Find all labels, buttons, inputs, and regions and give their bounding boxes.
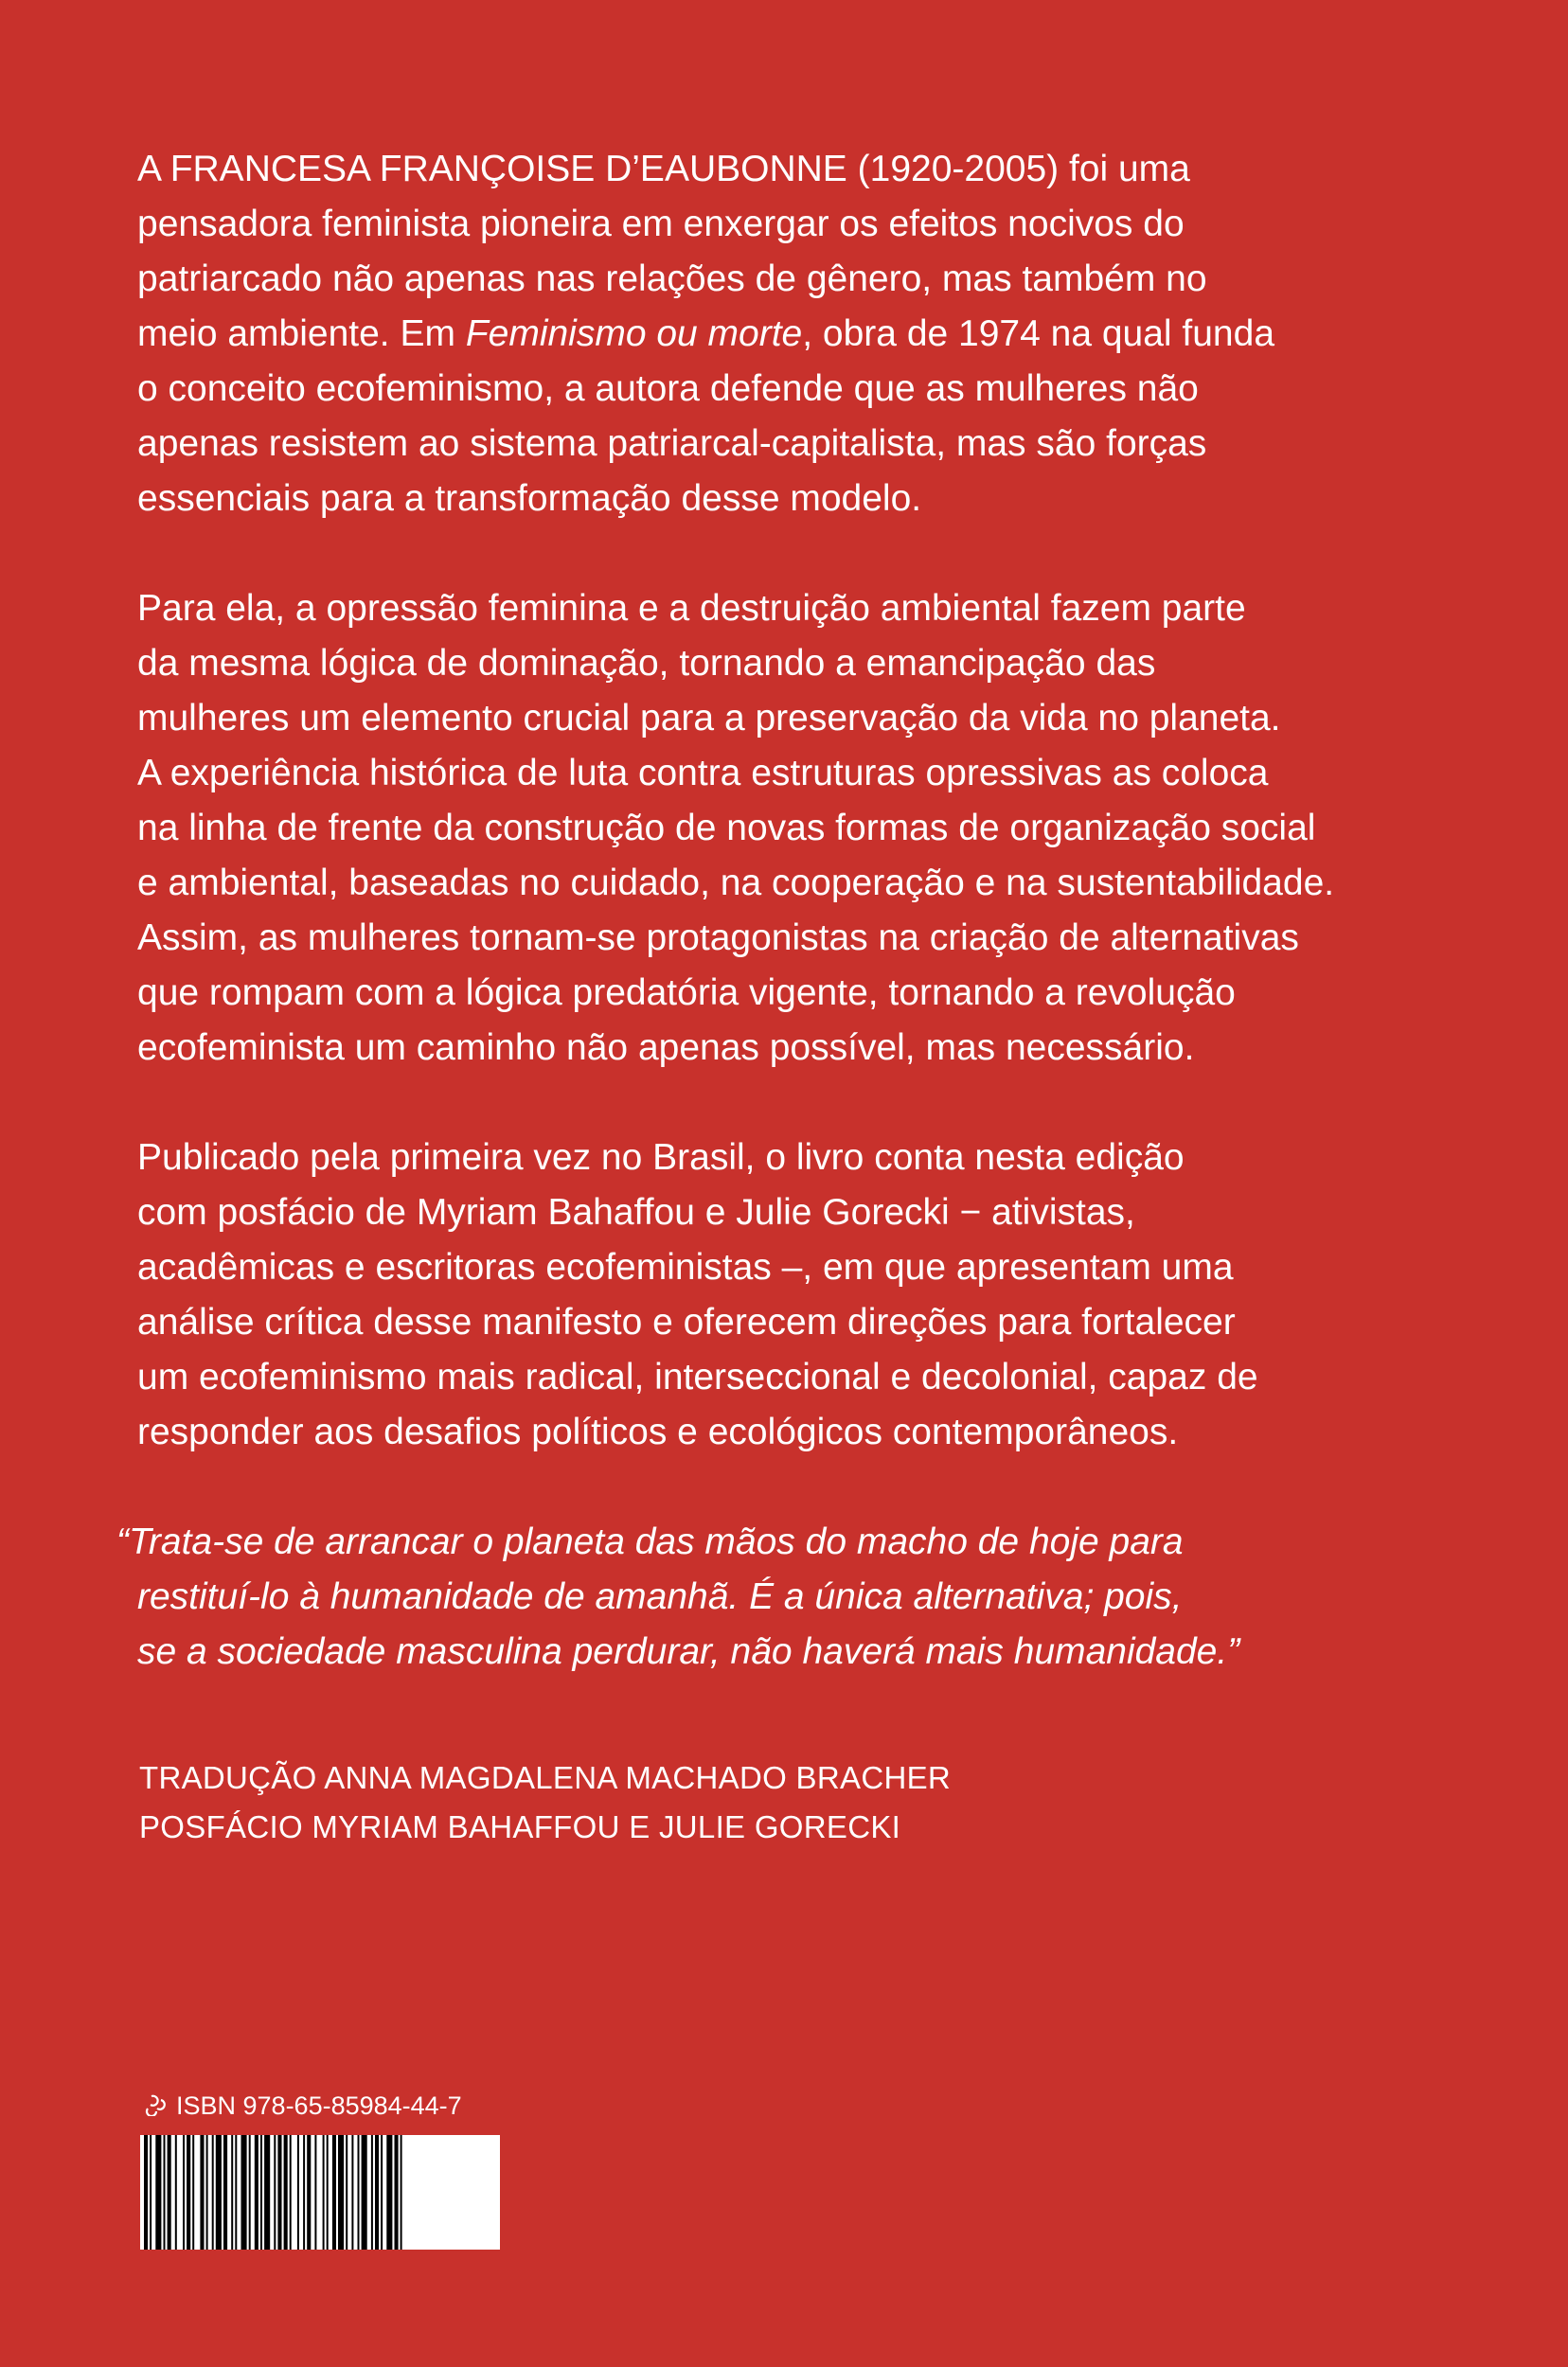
quote-line: se a sociedade masculina perdurar, não haverá mais humanidade.” <box>137 1631 1240 1672</box>
text-line: patriarcado não apenas nas relações de gênero, mas também no <box>137 258 1207 299</box>
barcode-bar <box>323 2135 325 2250</box>
pull-quote <box>116 1515 1463 1680</box>
barcode-bar <box>241 2135 247 2250</box>
barcode-bar <box>358 2135 360 2250</box>
text-line: Assim, as mulheres tornam-se protagonistas na criação de alternativas <box>137 917 1299 958</box>
barcode-bar <box>290 2135 292 2250</box>
text-line-with-title <box>137 307 1463 362</box>
barcode-bar <box>150 2135 151 2250</box>
quote-line: “Trata-se de arrancar o planeta das mãos do macho de hoje para <box>116 1522 1184 1562</box>
isbn-number: ISBN 978-65-85984-44-7 <box>176 2091 462 2120</box>
barcode-bar <box>164 2135 166 2250</box>
barcode-bar <box>297 2135 299 2250</box>
recycle-like-icon <box>144 2091 169 2120</box>
barcode-bar <box>371 2135 373 2250</box>
text-line: A experiência histórica de luta contra estruturas opressivas as coloca <box>137 753 1269 793</box>
quote-line: restituí-lo à humanidade de amanhã. É a única alternativa; pois, <box>137 1576 1183 1617</box>
text-line: análise crítica desse manifesto e oferecem direções para fortalecer <box>137 1302 1236 1343</box>
barcode-bar <box>277 2135 281 2250</box>
barcode-bar <box>332 2135 336 2250</box>
barcode-bar <box>264 2135 270 2250</box>
barcode-bar <box>351 2135 353 2250</box>
barcode-bar <box>314 2135 316 2250</box>
barcode-bar <box>395 2135 399 2250</box>
barcode-bar <box>212 2135 214 2250</box>
text-line: Publicado pela primeira vez no Brasil, o livro conta nesta edição <box>137 1137 1185 1178</box>
barcode-bar <box>260 2135 262 2250</box>
barcode <box>140 2135 500 2250</box>
barcode-bar <box>338 2135 344 2250</box>
synopsis-paragraph-1 <box>137 142 1463 526</box>
text-line: ecofeminista um caminho não apenas possível, mas necessário. <box>137 1027 1195 1068</box>
barcode-bar <box>284 2135 288 2250</box>
barcode-bar <box>401 2135 402 2250</box>
barcode-bar <box>307 2135 311 2250</box>
text-line: Para ela, a opressão feminina e a destruição ambiental fazem parte <box>137 588 1246 629</box>
text-line: apenas resistem ao sistema patriarcal-capitalista, mas são forças <box>137 423 1207 464</box>
book-title-italic: Feminismo ou morte <box>465 313 803 354</box>
text-line: A FRANCESA FRANÇOISE D’EAUBONNE (1920-2005) foi uma <box>137 149 1190 189</box>
barcode-bar <box>303 2135 305 2250</box>
barcode-bar <box>175 2135 177 2250</box>
barcode-bar <box>327 2135 329 2250</box>
barcode-bar <box>375 2135 379 2250</box>
text-line: da mesma lógica de dominação, tornando a emancipação das <box>137 643 1156 684</box>
barcode-bar <box>249 2135 251 2250</box>
afterword-credit: POSFÁCIO MYRIAM BAHAFFOU E JULIE GORECKI <box>139 1809 901 1844</box>
barcode-bar <box>381 2135 383 2250</box>
back-cover-text <box>116 142 1463 1680</box>
barcode-bar <box>155 2135 161 2250</box>
barcode-bar <box>386 2135 392 2250</box>
barcode-bar <box>223 2135 227 2250</box>
barcode-bar <box>231 2135 233 2250</box>
barcode-bar <box>346 2135 347 2250</box>
barcode-bar <box>206 2135 208 2250</box>
text-line: com posfácio de Myriam Bahaffou e Julie Gorecki − ativistas, <box>137 1192 1135 1233</box>
text-segment: meio ambiente. Em <box>137 313 466 354</box>
text-line: pensadora feminista pioneira em enxergar os efeitos nocivos do <box>137 204 1185 244</box>
barcode-bars <box>140 2135 500 2250</box>
isbn-block <box>144 2089 462 2123</box>
barcode-bar <box>144 2135 148 2250</box>
text-line: essenciais para a transformação desse modelo. <box>137 478 922 519</box>
barcode-bar <box>216 2135 222 2250</box>
text-line: e ambiental, baseadas no cuidado, na cooperação e na sustentabilidade. <box>137 863 1335 903</box>
text-segment: , obra de 1974 na qual funda <box>802 313 1275 354</box>
text-line: que rompam com a lógica predatória vigente, tornando a revolução <box>137 972 1236 1013</box>
barcode-bar <box>235 2135 237 2250</box>
credits <box>139 1753 951 1852</box>
text-line: responder aos desafios políticos e ecológicos contemporâneos. <box>137 1412 1179 1452</box>
translation-credit: TRADUÇÃO ANNA MAGDALENA MACHADO BRACHER <box>139 1760 952 1795</box>
text-line: acadêmicas e escritoras ecofeministas –, em que apresentam uma <box>137 1247 1234 1288</box>
barcode-bar <box>187 2135 190 2250</box>
barcode-bar <box>168 2135 171 2250</box>
barcode-bar <box>255 2135 258 2250</box>
text-line: o conceito ecofeminismo, a autora defende que as mulheres não <box>137 368 1199 409</box>
text-line: mulheres um elemento crucial para a preservação da vida no planeta. <box>137 698 1281 739</box>
text-line: na linha de frente da construção de novas formas de organização social <box>137 808 1316 848</box>
synopsis-paragraph-3 <box>137 1130 1463 1460</box>
barcode-bar <box>362 2135 367 2250</box>
synopsis-paragraph-2 <box>137 581 1463 1076</box>
barcode-bar <box>274 2135 276 2250</box>
text-line: um ecofeminismo mais radical, interseccional e decolonial, capaz de <box>137 1357 1258 1397</box>
barcode-bar <box>192 2135 194 2250</box>
barcode-bar <box>200 2135 204 2250</box>
barcode-bar <box>183 2135 185 2250</box>
